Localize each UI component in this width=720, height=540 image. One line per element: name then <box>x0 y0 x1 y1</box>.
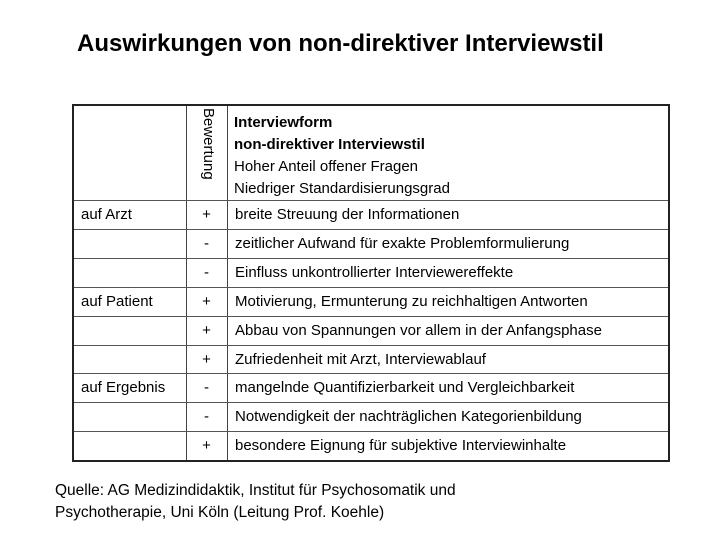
row-rating: - <box>204 379 209 397</box>
rating-header <box>186 108 226 196</box>
row-text: Motivierung, Ermunterung zu reichhaltigen Antworten <box>235 292 588 310</box>
row-rating: + <box>202 437 211 455</box>
header-line-2: non-direktiver Interviewstil <box>234 136 425 153</box>
row-divider <box>74 345 668 346</box>
column-divider-2 <box>227 106 228 460</box>
row-divider <box>74 431 668 432</box>
row-text: breite Streuung der Informationen <box>235 206 460 223</box>
row-divider <box>74 287 668 288</box>
row-rating: + <box>202 321 211 339</box>
header-line-4: Niedriger Standardisierungsgrad <box>234 180 450 197</box>
row-text: mangelnde Quantifizierbarkeit und Vergleichbarkeit <box>235 379 575 397</box>
row-text: Einfluss unkontrollierter Interviewereffekte <box>235 263 514 281</box>
row-text: Abbau von Spannungen vor allem in der Anfangsphase <box>235 321 602 339</box>
row-rating: + <box>202 292 211 310</box>
row-category: auf Arzt <box>81 206 132 223</box>
row-divider <box>74 402 668 403</box>
row-category: auf Ergebnis <box>81 379 166 397</box>
row-divider <box>74 258 668 259</box>
effects-table <box>72 104 670 462</box>
row-rating: + <box>202 206 211 223</box>
row-text: besondere Eignung für subjektive Interviewinhalte <box>235 437 567 455</box>
row-rating: + <box>202 350 211 368</box>
row-divider <box>74 316 668 317</box>
row-rating: - <box>204 234 209 252</box>
row-divider <box>74 229 668 230</box>
row-category: auf Patient <box>81 292 153 310</box>
source-line-2: Psychotherapie, Uni Köln (Leitung Prof. Koehle) <box>55 504 385 521</box>
header-line-3: Hoher Anteil offener Fragen <box>234 158 419 175</box>
source-citation <box>55 480 456 524</box>
row-divider <box>74 200 668 201</box>
row-rating: - <box>204 408 209 426</box>
rating-header-label: Bewertung <box>200 108 217 180</box>
row-text: zeitlicher Aufwand für exakte Problemformulierung <box>235 234 570 252</box>
interview-form-header <box>234 112 450 200</box>
header-line-1: Interviewform <box>234 114 333 131</box>
row-text: Notwendigkeit der nachträglichen Kategorienbildung <box>235 408 582 426</box>
row-rating: - <box>204 263 209 281</box>
row-divider <box>74 373 668 374</box>
source-line-1: Quelle: AG Medizindidaktik, Institut für Psychosomatik und <box>55 482 456 499</box>
row-text: Zufriedenheit mit Arzt, Interviewablauf <box>235 350 486 368</box>
slide-title: Auswirkungen von non-direktiver Interviewstil <box>77 30 604 57</box>
